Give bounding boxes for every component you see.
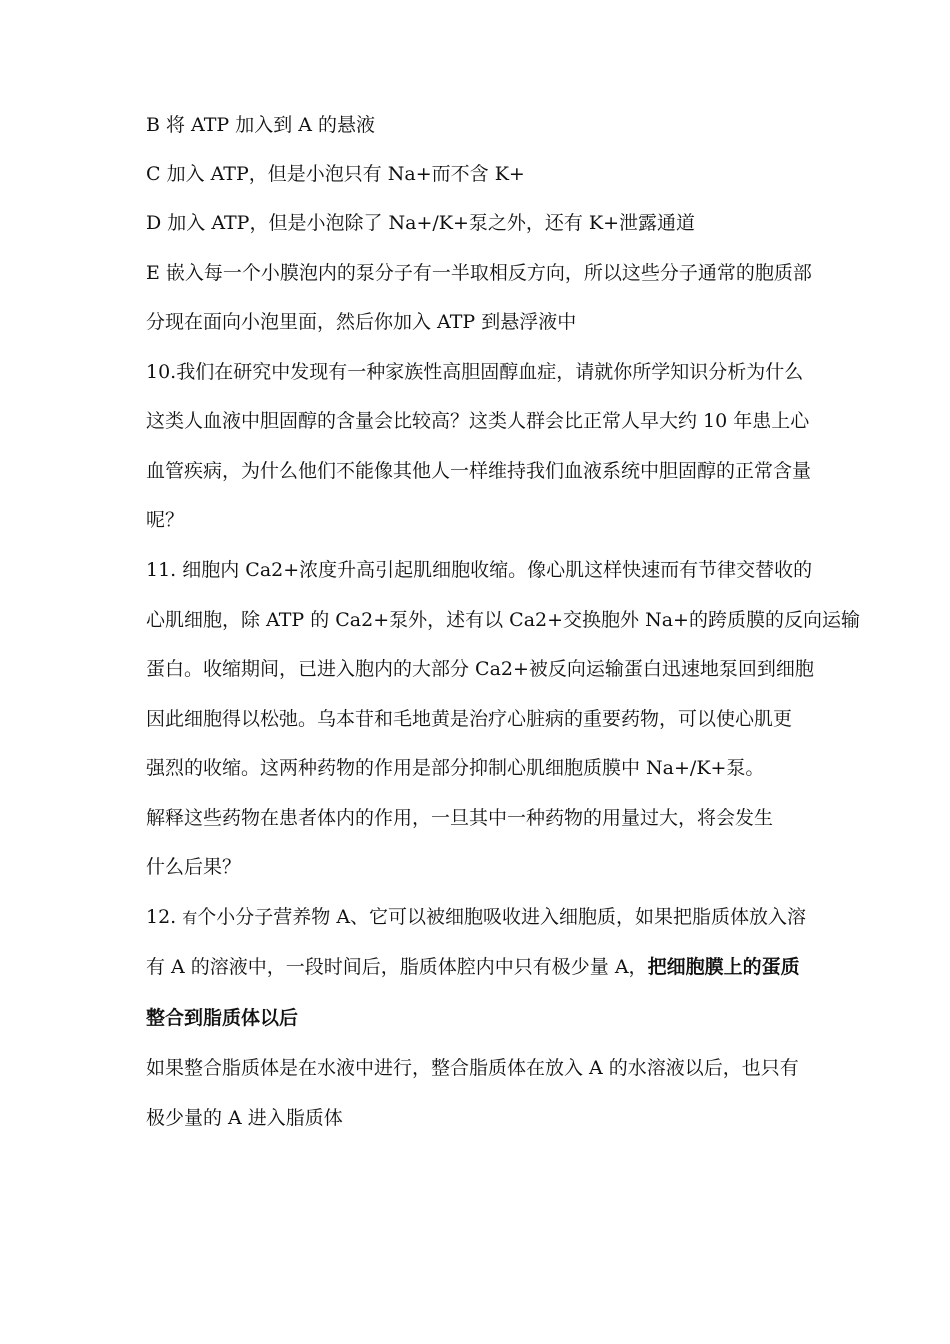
question-10-line-4: 呢？: [146, 509, 185, 531]
question-12-line-1: [146, 905, 806, 930]
option-c: C 加入 ATP，但是小泡只有 Na+而不含 K+: [146, 163, 525, 185]
question-11-prompt-line-2: 什么后果？: [146, 856, 242, 878]
question-12-line-3: 整合到脂质体以后: [146, 1007, 299, 1029]
question-12-line-4: 如果整合脂质体是在水液中进行，整合脂质体在放入 A 的水溶液以后，也只有: [146, 1057, 799, 1079]
question-12-line-2-plain: 有 A 的溶液中，一段时间后，脂质体腔内中只有极少量 A，: [146, 956, 648, 978]
question-12-number: 12.: [146, 906, 183, 928]
option-d: D 加入 ATP，但是小泡除了 Na+/K+泵之外，还有 K+泄露通道: [146, 212, 696, 234]
question-11-prompt-line-1: 解释这些药物在患者体内的作用，一旦其中一种药物的用量过大，将会发生: [146, 807, 774, 829]
question-12-line-5: 极少量的 A 进入脂质体: [146, 1107, 343, 1129]
question-12-small-char: 有: [182, 909, 198, 927]
question-11-line-5: 强烈的收缩。这两种药物的作用是部分抑制心肌细胞质膜中 Na+/K+泵。: [146, 757, 765, 779]
question-11-line-4: 因此细胞得以松弛。乌本苷和毛地黄是治疗心脏病的重要药物，可以使心肌更: [146, 708, 793, 730]
question-12-line-2-bold: 把细胞膜上的蛋质: [647, 956, 800, 978]
question-10-line-2: 这类人血液中胆固醇的含量会比较高？这类人群会比正常人早大约 10 年患上心: [146, 410, 810, 432]
question-11-line-2: 心肌细胞，除 ATP 的 Ca2+泵外，述有以 Ca2+交换胞外 Na+的跨质膜的反向运输: [146, 609, 860, 631]
option-e-line-2: 分现在面向小泡里面，然后你加入 ATP 到悬浮液中: [146, 311, 577, 333]
question-12-line-2: [146, 955, 800, 979]
option-b: B 将 ATP 加入到 A 的悬液: [146, 114, 376, 136]
question-10-line-3: 血管疾病，为什么他们不能像其他人一样维持我们血液系统中胆固醇的正常含量: [146, 460, 812, 482]
question-11-line-1: 11. 细胞内 Ca2+浓度升高引起肌细胞收缩。像心肌这样快速而有节律交替收的: [146, 559, 813, 581]
option-e-line-1: E 嵌入每一个小膜泡内的泵分子有一半取相反方向，所以这些分子通常的胞质部: [146, 262, 812, 284]
question-11-line-3: 蛋白。收缩期间，已进入胞内的大部分 Ca2+被反向运输蛋白迅速地泵回到细胞: [146, 658, 814, 680]
question-10-line-1: 10.我们在研究中发现有一种家族性高胆固醇血症，请就你所学知识分析为什么: [146, 361, 804, 383]
question-12-text: 个小分子营养物 A、它可以被细胞吸收进入细胞质，如果把脂质体放入溶: [197, 906, 807, 928]
